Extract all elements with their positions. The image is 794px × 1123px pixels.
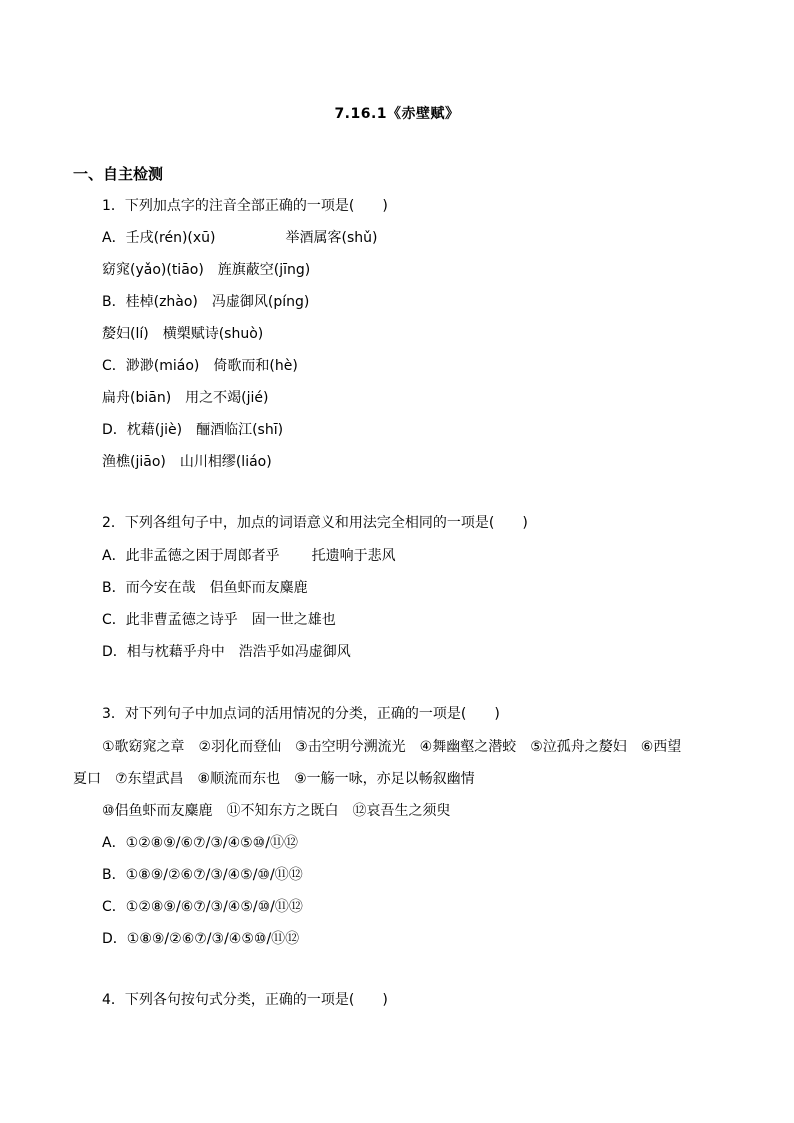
question-3-sentences-line1: ①歌窈窕之章 ②羽化而登仙 ③击空明兮溯流光 ④舞幽壑之潜蛟 ⑤泣孤舟之嫠妇 ⑥西望	[102, 739, 682, 755]
question-2-option-b: B．而今安在哉 侣鱼虾而友麋鹿	[102, 580, 308, 596]
question-1-option-a-part2: 举酒属客(shǔ)	[285, 230, 378, 246]
question-3-sentences-line3: ⑩侣鱼虾而友麋鹿 ⑪不知东方之既白 ⑫哀吾生之须臾	[102, 803, 451, 819]
question-1-stem: 1．下列加点字的注音全部正确的一项是( )	[102, 198, 388, 214]
question-1-option-a-line1	[102, 228, 378, 248]
question-1-option-b-line1: B．桂棹(zhào) 冯虚御风(píng)	[102, 294, 310, 310]
question-2-option-a-part2: 托遗响于悲风	[311, 548, 396, 564]
question-2-option-c: C．此非曹孟德之诗乎 固一世之雄也	[102, 612, 336, 628]
question-1-option-c-line2: 扁舟(biān) 用之不竭(jié)	[102, 390, 269, 406]
question-3-option-c: C．①②⑧⑨/⑥⑦/③/④⑤/⑩/⑪⑫	[102, 899, 303, 915]
document-title: 7.16.1《赤壁赋》	[334, 106, 460, 122]
question-2-option-a-part1: A．此非孟德之困于周郎者乎	[102, 548, 280, 564]
question-2-option-a	[102, 546, 396, 566]
question-1-option-b-line2: 嫠妇(lí) 横槊赋诗(shuò)	[102, 326, 264, 342]
question-3-sentences-line2: 夏口 ⑦东望武昌 ⑧顺流而东也 ⑨一觞一咏，亦足以畅叙幽情	[73, 771, 475, 787]
question-3-option-b: B．①⑧⑨/②⑥⑦/③/④⑤/⑩/⑪⑫	[102, 867, 303, 883]
question-4-stem: 4．下列各句按句式分类，正确的一项是( )	[102, 992, 388, 1008]
question-2-stem: 2．下列各组句子中，加点的词语意义和用法完全相同的一项是( )	[102, 515, 528, 531]
question-1-option-d-line1: D．枕藉(jiè) 酾酒临江(shī)	[102, 422, 284, 438]
question-2-option-d: D．相与枕藉乎舟中 浩浩乎如冯虚御风	[102, 644, 351, 660]
question-1-option-a-line2: 窈窕(yǎo)(tiāo) 旌旗蔽空(jīng)	[102, 262, 311, 278]
question-3-stem: 3．对下列句子中加点词的活用情况的分类，正确的一项是( )	[102, 706, 500, 722]
question-1-option-a-part1: A．壬戌(rén)(xū)	[102, 230, 216, 246]
question-3-option-d: D．①⑧⑨/②⑥⑦/③/④⑤⑩/⑪⑫	[102, 931, 300, 947]
question-1-option-c-line1: C．渺渺(miáo) 倚歌而和(hè)	[102, 358, 298, 374]
section-heading: 一、自主检测	[73, 165, 164, 183]
question-3-option-a: A．①②⑧⑨/⑥⑦/③/④⑤⑩/⑪⑫	[102, 835, 298, 851]
question-1-option-d-line2: 渔樵(jiāo) 山川相缪(liáo)	[102, 454, 272, 470]
